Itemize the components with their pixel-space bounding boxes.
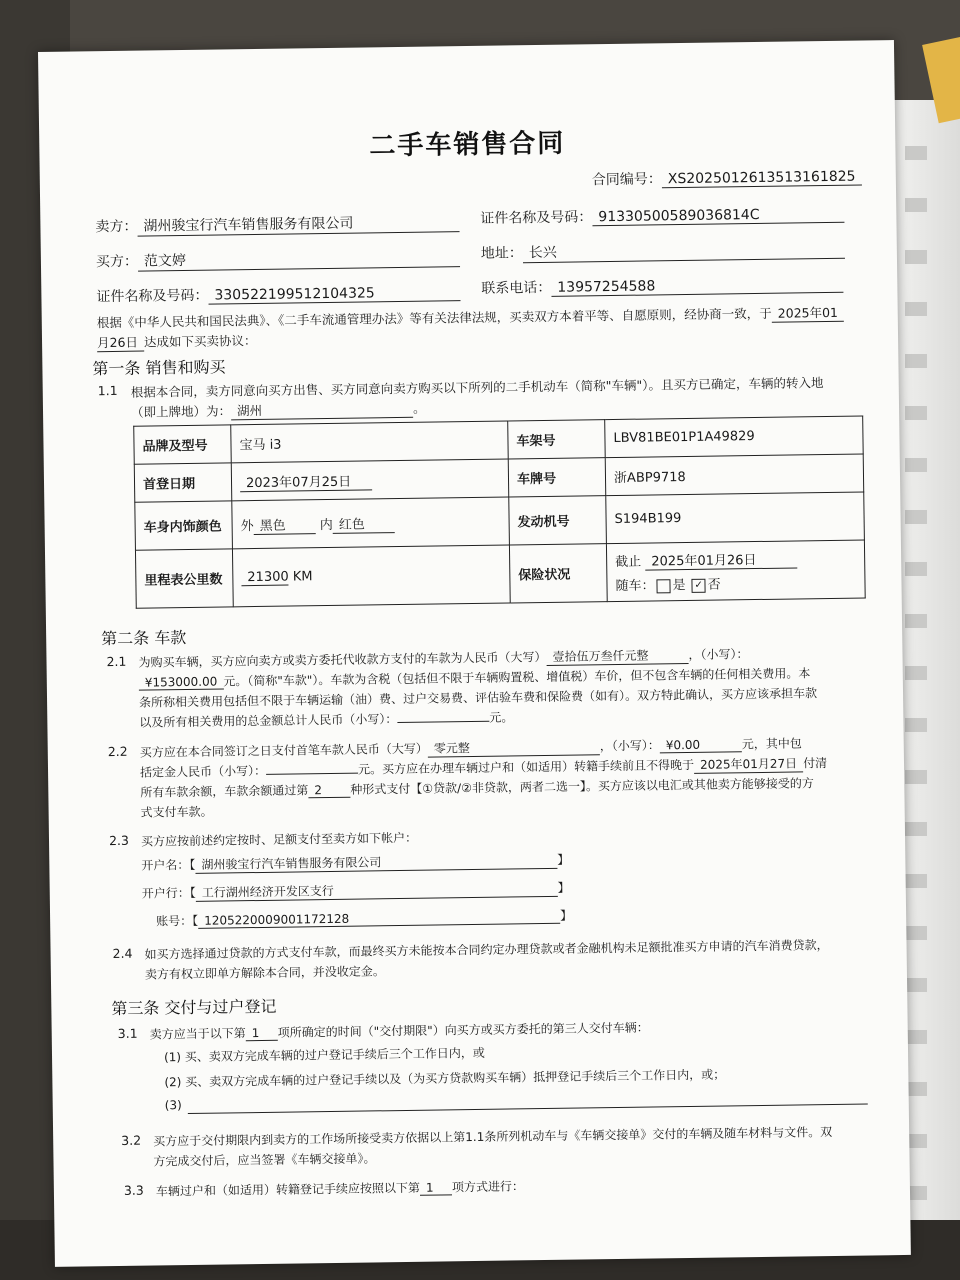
clause-3-1-text: 卖方应当于以下第 1 项所确定的时间（"交付期限"）向买方或买方委托的第三人交付车辆： (149, 1020, 649, 1042)
engine-value: S194B199 (606, 492, 865, 544)
section-3-heading: 第三条 交付与过户登记 (111, 996, 277, 1019)
bank-row: 开户行：【 工行湖州经济开发区支行 】 (141, 880, 570, 901)
mileage-value: 21300 (241, 569, 289, 586)
clause-2-1-line-4: 以及所有相关费用的总金额总计人民币（小写）： 元。 (139, 710, 514, 730)
section-2-heading: 第二条 车款 (101, 627, 187, 649)
clause-3-3-number: 3.3 (123, 1182, 144, 1198)
clause-2-2-line-4: 式支付车款。 (140, 804, 213, 820)
plate-value: 浙ABP9718 (605, 454, 864, 496)
mileage-label: 里程表公里数 (135, 549, 233, 608)
reg-value: 2023年07月25日 (240, 470, 372, 492)
phone: 13957254588 (551, 276, 843, 297)
account-no-row: 账号：【 1205220009001172128 】 (156, 908, 573, 929)
contract-paper (38, 40, 911, 1267)
seller-id-row: 证件名称及号码： 91330500589036814C (480, 203, 844, 228)
account-number: 1205220009001172128 (198, 909, 560, 929)
intro-line-2: 月26日 达成如下买卖协议： (96, 332, 257, 351)
ext-color: 黑色 (253, 514, 315, 535)
engine-label: 发动机号 (509, 496, 607, 545)
option-3: (3) (164, 1098, 182, 1113)
clause-2-2-line-2: 括定金人民币（小写）： 元。买方应在办理车辆过户和（如适用）转籍手续前且不得晚于 2025年01月27日 付清 (139, 756, 828, 780)
contract-title: 二手车销售合同 (369, 128, 566, 162)
brand-value: 宝马 i3 (231, 421, 509, 463)
option-2: (2) 买、卖双方完成车辆的过户登记手续以及（为买方贷款购买车辆）抵押登记手续后三个工作日内，或； (164, 1067, 726, 1090)
phone-row: 联系电话： 13957254588 (481, 273, 843, 298)
vin-value: LBV81BE01P1A49829 (605, 416, 864, 458)
brand-label: 品牌及型号 (134, 425, 232, 464)
clause-2-2-line-1: 买方应在本合同签订之日支付首笔车款人民币（大写） 零元整 ，（小写）： ¥0.00 元，其中包 (139, 736, 802, 760)
intro-line-1: 根据《中华人民共和国民法典》、《二手车流通管理办法》等有关法律法规，买卖双方本着平等、自愿原则，经协商一致，于 2025年01 (97, 303, 844, 332)
seller-name: 湖州骏宝行汽车销售服务有限公司 (137, 211, 459, 236)
clause-2-4-line-2: 卖方有权立即单方解除本合同，并没收定金。 (144, 964, 385, 982)
clause-1-1-line-1: 根据本合同，卖方同意向买方出售、买方同意向卖方购买以下所列的二手机动车（简称"车辆"）。且买方已确定，车辆的转入地 (130, 375, 824, 400)
clause-3-1-number: 3.1 (117, 1025, 138, 1041)
clause-1-1-number: 1.1 (97, 382, 118, 399)
seller-row: 卖方： 湖州骏宝行汽车销售服务有限公司 (95, 211, 459, 237)
clause-2-1-line-2: ¥153000.00 元。（简称"车款"）。车款为含税（包括但不限于车辆购置税、增值税）车价，但不包含车辆的任何相关费用。本 (139, 664, 811, 690)
plate-label: 车牌号 (508, 458, 606, 497)
reg-label: 首登日期 (134, 463, 232, 502)
account-name: 湖州骏宝行汽车销售服务有限公司 (195, 851, 557, 874)
clause-1-1-line-2: （即上牌地）为： 湖州 。 (130, 400, 426, 420)
mileage-cell: 21300 KM (232, 545, 510, 607)
buyer-row: 买方： 范文婷 (96, 246, 460, 272)
vin-label: 车架号 (508, 420, 606, 459)
buyer-name: 范文婷 (138, 246, 460, 271)
clause-2-1-line-1: 为购买车辆，买方应向卖方或卖方委托代收款方支付的车款为人民币（大写） 壹拾伍万叁仟元整 ，（小写）： (138, 647, 749, 670)
clause-2-4-number: 2.4 (112, 945, 133, 962)
vehicle-table (133, 416, 865, 609)
int-color: 红色 (333, 513, 395, 534)
clause-2-4-line-1: 如买方选择通过贷款的方式支付车款，而最终买方未能按本合同约定办理贷款或者金融机构未足额批准买方申请的汽车消费贷款， (144, 938, 829, 962)
insurance-label: 保险状况 (509, 544, 607, 603)
checkbox-no: ✓ (692, 578, 706, 592)
clause-3-2-line-2: 方完成交付后，应当签署《车辆交接单》。 (153, 1151, 376, 1169)
color-cell: 外 黑色 内 红色 (232, 497, 510, 549)
insurance-cell: 截止 2025年01月26日 随车： 是 ✓ 否 (606, 540, 865, 602)
option-3-blank (188, 1104, 868, 1114)
clause-2-1-line-3: 条所称相关费用包括但不限于车辆运输（油）费、过户交易费、评估验车费和保险费（如有）。双方特此确认，买方应该承担车款 (138, 686, 818, 710)
address: 长兴 (523, 238, 845, 263)
clause-3-2-number: 3.2 (121, 1132, 142, 1148)
insurance-until: 2025年01月26日 (645, 548, 797, 570)
option-1: (1) 买、卖双方完成车辆的过户登记手续后三个工作日内，或 (163, 1045, 485, 1065)
bank-name: 工行湖州经济开发区支行 (196, 879, 558, 902)
clause-2-2-line-3: 所有车款余额，车款余额通过第 2 种形式支付【①贷款/②非贷款，两者二选一】。买方应该以电汇或其他卖方能够接受的方 (140, 776, 814, 800)
clause-2-2-number: 2.2 (107, 743, 128, 760)
reg-cell (231, 459, 509, 501)
checkbox-yes (656, 579, 670, 593)
address-row: 地址： 长兴 (481, 238, 845, 264)
clause-2-1-number: 2.1 (106, 653, 127, 670)
clause-2-3-text: 买方应按前述约定按时、足额支付至卖方如下帐户： (140, 830, 418, 849)
clause-2-3-number: 2.3 (108, 832, 130, 849)
account-name-row: 开户名：【 湖州骏宝行汽车销售服务有限公司 】 (141, 852, 570, 873)
section-1-heading: 第一条 销售和购买 (92, 357, 226, 379)
contract-no: XS2025012613513161825 (662, 169, 862, 189)
color-label: 车身内饰颜色 (135, 501, 233, 550)
clause-3-3-text: 车辆过户和（如适用）转籍登记手续应按照以下第 1 项方式进行： (155, 1179, 525, 1199)
buyer-id-row: 证件名称及号码： 330522199512104325 (96, 281, 460, 306)
contract-no-row: 合同编号： XS2025012613513161825 (592, 166, 862, 190)
clause-3-2-line-1: 买方应于交付期限内到卖方的工作场所接受卖方依据以上第1.1条所列机动车与《车辆交接单》交付的车辆及随车材料与文件。双 (153, 1125, 833, 1149)
buyer-id: 330522199512104325 (208, 284, 460, 305)
seller-id: 91330500589036814C (592, 206, 844, 227)
